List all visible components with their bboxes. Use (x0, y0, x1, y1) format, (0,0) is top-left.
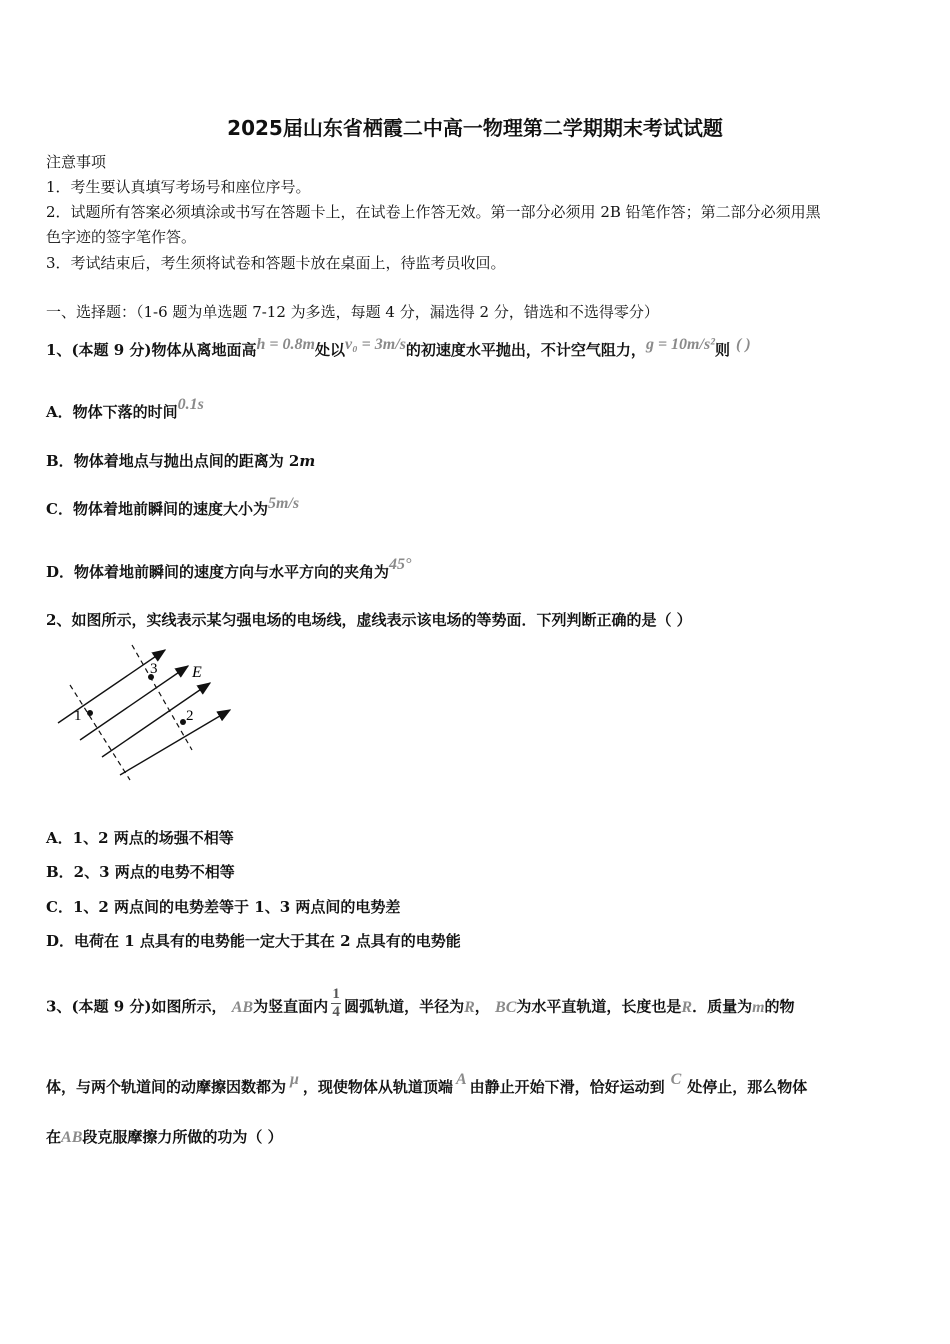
point-1-dot (87, 710, 93, 716)
label-point-3: 3 (150, 661, 158, 677)
label-point-2: 2 (186, 708, 194, 724)
question-3-line-2: 体，与两个轨道间的动摩擦因数都为 μ ，现使物体从轨道顶端 A 由静止开始下滑，恰好运动到 C 处停止，那么物体 (46, 1071, 808, 1096)
label-point-1: 1 (74, 708, 82, 724)
page-title: 2025届山东省栖霞二中高一物理第二学期期末考试试题 (227, 116, 723, 140)
math-mu: μ (290, 1071, 299, 1088)
question-2-option-b: B．2、3 两点的电势不相等 (46, 863, 235, 881)
field-line-3 (102, 683, 210, 757)
math-m: m (752, 998, 765, 1016)
question-1-option-b: B．物体着地点与抛出点间的距离为 2m (46, 452, 316, 470)
question-3-line-3: 在AB段克服摩擦力所做的功为（ ） (46, 1128, 283, 1146)
answer-paren: ( ) (735, 336, 751, 353)
field-line-4 (120, 710, 230, 775)
math-BC: BC (495, 998, 517, 1016)
math-option-a: 0.1s (177, 396, 204, 413)
question-2-option-c: C．1、2 两点间的电势差等于 1、3 两点间的电势差 (46, 898, 401, 916)
electric-field-figure (50, 640, 250, 790)
question-1-option-a: A．物体下落的时间0.1s (46, 396, 204, 421)
question-2-number: 2、 (46, 611, 72, 629)
question-1-option-c: C．物体着地前瞬间的速度大小为5m/s (46, 495, 300, 518)
math-R: R (464, 998, 475, 1016)
section-heading: 一、选择题：（1-6 题为单选题 7-12 为多选，每题 4 分，漏选得 2 分，错选和不选得零分） (46, 303, 659, 321)
question-1-stem: 1、(本题 9 分)物体从离地面高h = 0.8m处以v₀ = 3m/s的初速度水平抛出，不计空气阻力，g = 10m/s²则 ( ) (46, 336, 751, 359)
question-3-line-1: 3、(本题 9 分)如图所示， AB为竖直面内 $\frac{1}{4}$ 圆弧轨道，半径为R， BC为水平直轨道，长度也是R．质量为m的物 (46, 986, 795, 1020)
label-field-E: E (192, 664, 202, 681)
notice-item-1: 1．考生要认真填写考场号和座位序号。 (46, 178, 311, 196)
math-C: C (670, 1071, 682, 1088)
question-3-number: 3、 (46, 997, 72, 1016)
field-line-2 (80, 666, 188, 740)
fraction-quarter: $\frac{1}{4}$ (332, 986, 340, 1020)
question-1-option-d: D．物体着地前瞬间的速度方向与水平方向的夹角为45° (46, 556, 412, 581)
question-1-number: 1、 (46, 341, 72, 359)
math-height: h = 0.8m (256, 336, 315, 353)
question-2-option-d: D．电荷在 1 点具有的电势能一定大于其在 2 点具有的电势能 (46, 932, 461, 950)
math-A: A (455, 1071, 467, 1088)
notice-heading: 注意事项 (46, 153, 107, 171)
math-AB-2: AB (61, 1129, 83, 1146)
notice-item-2-line1: 2．试题所有答案必须填涂或书写在答题卡上，在试卷上作答无效。第一部分必须用 2B 铅笔作答；第二部分必须用黑 (46, 203, 821, 221)
math-AB: AB (231, 998, 254, 1016)
notice-item-2-line2: 色字迹的签字笔作答。 (46, 228, 197, 246)
equipotential-line-1 (70, 685, 130, 780)
math-option-c: 5m/s (267, 495, 300, 512)
question-2-stem: 2、如图所示，实线表示某匀强电场的电场线，虚线表示该电场的等势面．下列判断正确的是（ ） (46, 611, 692, 629)
question-2-option-a: A．1、2 两点的场强不相等 (46, 829, 234, 847)
math-gravity: g = 10m/s² (645, 336, 715, 353)
notice-item-3: 3．考试结束后，考生须将试卷和答题卡放在桌面上，待监考员收回。 (46, 254, 506, 272)
math-R-2: R (681, 998, 693, 1016)
math-initial-velocity: v₀ = 3m/s (345, 336, 406, 353)
math-option-d: 45° (389, 556, 412, 573)
